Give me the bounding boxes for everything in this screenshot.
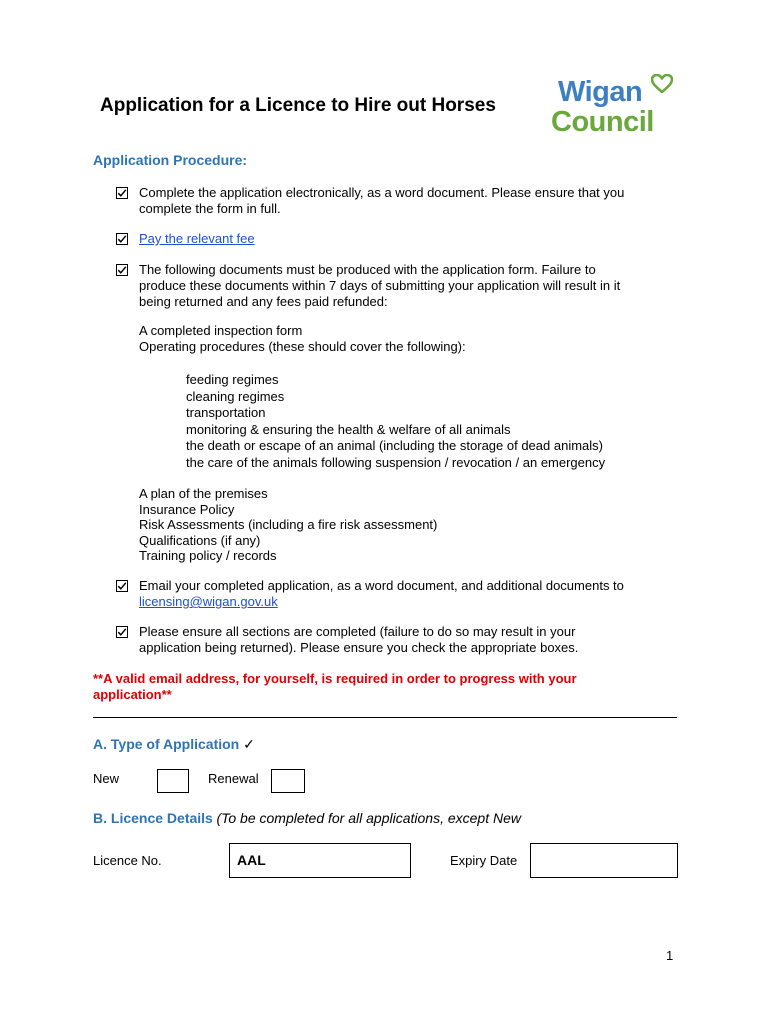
- section-b-title: B. Licence Details: [93, 810, 213, 826]
- procedure-item-email: [139, 578, 684, 610]
- licence-number-field[interactable]: [229, 843, 411, 878]
- renewal-label: Renewal: [208, 771, 259, 786]
- item-text-line: Please ensure all sections are completed (failure to do so may result in your: [139, 624, 576, 639]
- type-of-application-heading: [93, 736, 255, 753]
- item-text-line: The following documents must be produced with the application form. Failure to: [139, 262, 596, 277]
- expiry-date-label: Expiry Date: [450, 853, 518, 868]
- licence-details-heading: [93, 810, 521, 826]
- document-item: A completed inspection form: [139, 323, 303, 338]
- checkbox-checked-icon: [116, 187, 128, 199]
- item-text-line: produce these documents within 7 days of submitting your application will result in it: [139, 278, 621, 293]
- pay-fee-link[interactable]: Pay the relevant fee: [139, 231, 255, 246]
- tick-icon: ✓: [243, 736, 255, 752]
- checkbox-checked-icon: [116, 626, 128, 638]
- documents-list-a: [139, 323, 684, 355]
- item-text-line: application being returned). Please ensure you check the appropriate boxes.: [139, 640, 579, 655]
- section-divider: [93, 717, 677, 718]
- licence-number-value: AAL: [237, 852, 266, 868]
- item-text-line: complete the form in full.: [139, 201, 281, 216]
- document-item: A plan of the premises: [139, 486, 268, 501]
- section-b-note: (To be completed for all applications, except New: [216, 810, 521, 826]
- document-item: Qualifications (if any): [139, 532, 261, 548]
- documents-list-b: [139, 486, 684, 564]
- logo-line-2: Council: [551, 106, 654, 138]
- item-text-line: Complete the application electronically, as a word document. Please ensure that you: [139, 185, 625, 200]
- licence-number-label: Licence No.: [93, 853, 162, 868]
- procedure-sub-item: feeding regimes: [186, 372, 279, 387]
- checkbox-checked-icon: [116, 580, 128, 592]
- operating-procedures-list: [186, 372, 686, 471]
- item-text-line: Email your completed application, as a word document, and additional documents to: [139, 578, 624, 593]
- checkbox-checked-icon: [116, 233, 128, 245]
- email-required-warning: [93, 671, 683, 703]
- heart-icon: [651, 74, 673, 94]
- page-number: 1: [666, 948, 674, 963]
- procedure-sub-item: cleaning regimes: [186, 388, 285, 404]
- procedure-item-sections: [139, 624, 684, 656]
- logo-line-1: Wigan: [558, 76, 643, 108]
- procedure-heading: Application Procedure:: [93, 152, 248, 168]
- procedure-item-fee: [139, 231, 684, 247]
- expiry-date-field[interactable]: [530, 843, 678, 878]
- new-label: New: [93, 771, 120, 786]
- procedure-sub-item: the death or escape of an animal (including the storage of dead animals): [186, 438, 603, 453]
- new-checkbox[interactable]: [157, 769, 189, 793]
- checkbox-checked-icon: [116, 264, 128, 276]
- document-item: Insurance Policy: [139, 501, 235, 517]
- procedure-sub-item: transportation: [186, 405, 266, 420]
- procedure-sub-item: the care of the animals following suspension / revocation / an emergency: [186, 454, 606, 470]
- procedure-item-complete: [139, 185, 684, 217]
- warning-line: **A valid email address, for yourself, is required in order to progress with your: [93, 671, 577, 686]
- renewal-checkbox[interactable]: [271, 769, 305, 793]
- item-text-line: being returned and any fees paid refunded:: [139, 294, 388, 309]
- warning-line: application**: [93, 687, 172, 702]
- procedure-sub-item: monitoring & ensuring the health & welfare of all animals: [186, 421, 511, 437]
- procedure-item-documents: [139, 262, 684, 310]
- section-a-title: A. Type of Application: [93, 736, 240, 752]
- wigan-council-logo: [548, 72, 678, 138]
- document-item: Operating procedures (these should cover the following):: [139, 339, 466, 354]
- licensing-email-link[interactable]: licensing@wigan.gov.uk: [139, 594, 278, 609]
- document-item: Training policy / records: [139, 548, 277, 563]
- document-item: Risk Assessments (including a fire risk assessment): [139, 517, 438, 532]
- page-title: Application for a Licence to Hire out Horses: [100, 95, 496, 116]
